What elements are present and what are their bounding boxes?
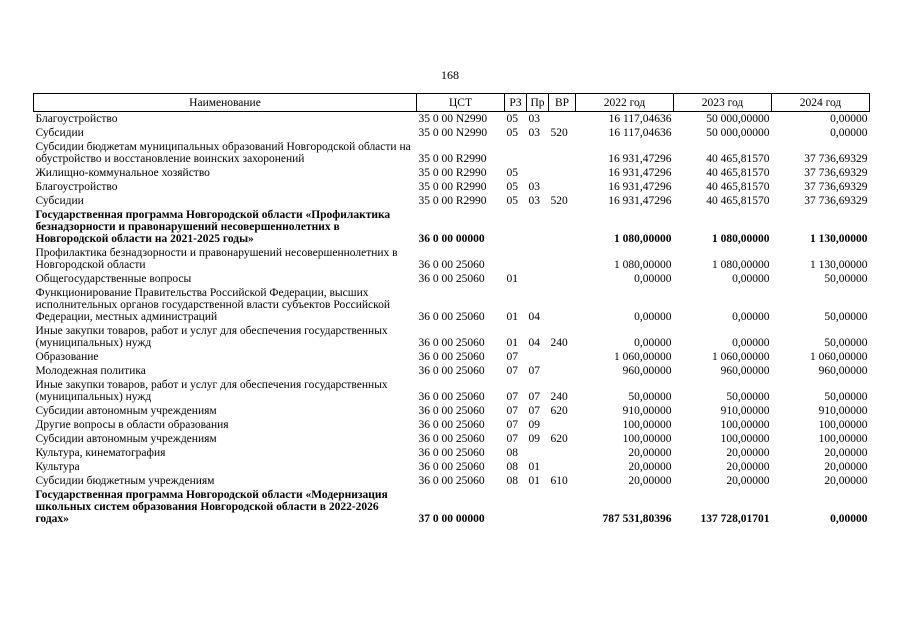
row-cst: 36 0 00 25060 [418, 391, 485, 403]
row-name: Общегосударственные вопросы [35, 273, 192, 285]
row-rz: 07 [506, 391, 518, 403]
row-pr [527, 246, 549, 272]
row-name: Государственная программа Новгородской области «Профилактика безнадзорности и правонарушений несовершеннолетних в Новгородской области на 2021-2025 годы» [35, 209, 391, 245]
row-2024: 50,00000 [824, 273, 868, 285]
row-2024: 37 736,69329 [804, 195, 868, 207]
row-name: Иные закупки товаров, работ и услуг для обеспечения государственных (муниципальных) нужд [35, 325, 388, 349]
table-row [34, 418, 870, 432]
row-2022: 0,00000 [634, 311, 672, 323]
row-vr [549, 418, 576, 432]
row-pr: 03 [528, 181, 540, 193]
row-2024: 100,00000 [818, 433, 868, 445]
row-2024: 0,00000 [830, 513, 868, 525]
row-rz: 07 [506, 351, 518, 363]
row-2023: 960,00000 [720, 365, 770, 377]
row-2023: 40 465,81570 [706, 195, 770, 207]
row-vr: 620 [550, 433, 568, 445]
row-2022: 910,00000 [622, 405, 672, 417]
row-name: Профилактика безнадзорности и правонарушений несовершеннолетних в Новгородской области [35, 247, 398, 271]
table-row [34, 350, 870, 364]
row-pr [527, 140, 549, 166]
table-row [34, 272, 870, 286]
table-row [34, 378, 870, 404]
row-cst: 36 0 00 25060 [418, 433, 485, 445]
row-2022: 16 931,47296 [608, 153, 672, 165]
row-vr [549, 140, 576, 166]
header-vr: ВР [549, 94, 576, 112]
row-2023: 0,00000 [732, 273, 770, 285]
row-rz: 05 [506, 195, 518, 207]
header-rz: РЗ [505, 94, 527, 112]
row-pr: 03 [528, 127, 540, 139]
row-rz: 07 [506, 365, 518, 377]
row-name: Благоустройство [35, 113, 118, 125]
row-2022: 20,00000 [628, 447, 672, 459]
row-vr: 240 [550, 337, 568, 349]
row-cst: 35 0 00 N2990 [418, 127, 488, 139]
row-2022: 1 060,00000 [614, 351, 672, 363]
row-2023: 50,00000 [726, 391, 770, 403]
row-2024: 37 736,69329 [804, 181, 868, 193]
row-vr [549, 350, 576, 364]
row-2022: 16 117,04636 [608, 113, 672, 125]
row-2022: 960,00000 [622, 365, 672, 377]
row-cst: 35 0 00 R2990 [418, 181, 487, 193]
row-cst: 36 0 00 25060 [418, 273, 485, 285]
row-2023: 20,00000 [726, 475, 770, 487]
table-header-row [34, 94, 870, 112]
header-cst: ЦСТ [417, 94, 505, 112]
row-2023: 40 465,81570 [706, 181, 770, 193]
row-2024: 20,00000 [824, 475, 868, 487]
row-cst: 36 0 00 25060 [418, 419, 485, 431]
row-name: Субсидии бюджетным учреждениям [35, 475, 215, 487]
row-pr: 03 [528, 113, 540, 125]
row-2023: 40 465,81570 [706, 167, 770, 179]
row-2023: 1 080,00000 [712, 259, 770, 271]
row-2022: 20,00000 [628, 475, 672, 487]
table-row [34, 460, 870, 474]
row-name: Иные закупки товаров, работ и услуг для обеспечения государственных (муниципальных) нужд [35, 379, 388, 403]
row-cst: 36 0 00 00000 [418, 233, 485, 245]
row-vr [549, 446, 576, 460]
row-vr: 240 [550, 391, 568, 403]
row-rz: 08 [506, 447, 518, 459]
row-2024: 0,00000 [830, 127, 868, 139]
row-name: Субсидии [35, 127, 84, 139]
row-2023: 20,00000 [726, 447, 770, 459]
row-name: Субсидии бюджетам муниципальных образований Новгородской области на обустройство и восстановление воинских захоронений [35, 141, 411, 165]
row-cst: 35 0 00 R2990 [418, 195, 487, 207]
table-body [34, 112, 870, 527]
row-2022: 20,00000 [628, 461, 672, 473]
row-rz [505, 488, 527, 526]
row-rz: 01 [506, 337, 518, 349]
table-row [34, 364, 870, 378]
row-2024: 20,00000 [824, 461, 868, 473]
row-vr [549, 208, 576, 246]
row-2023: 137 728,01701 [700, 513, 770, 525]
row-pr: 09 [528, 419, 540, 431]
row-2023: 910,00000 [720, 405, 770, 417]
row-pr: 09 [528, 433, 540, 445]
row-2023: 100,00000 [720, 419, 770, 431]
row-pr [527, 272, 549, 286]
row-name: Государственная программа Новгородской области «Модернизация школьных систем образования Новгородской области в 2022-2026 годах» [35, 489, 388, 525]
row-vr: 520 [550, 127, 568, 139]
row-name: Культура [35, 461, 80, 473]
row-cst: 36 0 00 25060 [418, 311, 485, 323]
row-name: Молодежная политика [35, 365, 146, 377]
header-2022: 2022 год [576, 94, 674, 112]
table-row [34, 324, 870, 350]
row-pr [527, 446, 549, 460]
row-cst: 36 0 00 25060 [418, 475, 485, 487]
row-pr [527, 350, 549, 364]
row-name: Благоустройство [35, 181, 118, 193]
row-vr [549, 460, 576, 474]
row-vr [549, 246, 576, 272]
row-2023: 40 465,81570 [706, 153, 770, 165]
row-cst: 36 0 00 25060 [418, 447, 485, 459]
row-pr: 03 [528, 195, 540, 207]
table-row [34, 166, 870, 180]
row-pr [527, 208, 549, 246]
row-rz: 08 [506, 475, 518, 487]
row-2023: 50 000,00000 [706, 127, 770, 139]
row-2023: 1 080,00000 [712, 233, 770, 245]
row-2022: 50,00000 [628, 391, 672, 403]
row-pr: 07 [528, 391, 540, 403]
row-rz: 05 [506, 181, 518, 193]
header-2024: 2024 год [772, 94, 870, 112]
row-rz: 07 [506, 405, 518, 417]
row-name: Культура, кинематография [35, 447, 166, 459]
row-name: Жилищно-коммунальное хозяйство [35, 167, 210, 179]
table-row [34, 488, 870, 526]
row-name: Другие вопросы в области образования [35, 419, 229, 431]
row-2023: 50 000,00000 [706, 113, 770, 125]
table-row [34, 208, 870, 246]
table-row [34, 194, 870, 208]
row-2023: 1 060,00000 [712, 351, 770, 363]
row-pr: 01 [528, 475, 540, 487]
row-vr: 610 [550, 475, 568, 487]
table-row [34, 432, 870, 446]
row-name: Субсидии автономным учреждениям [35, 433, 217, 445]
row-2024: 50,00000 [824, 391, 868, 403]
table-row [34, 474, 870, 488]
row-2024: 1 130,00000 [810, 259, 868, 271]
row-2023: 0,00000 [732, 337, 770, 349]
row-2024: 20,00000 [824, 447, 868, 459]
table-row [34, 112, 870, 127]
row-vr: 620 [550, 405, 568, 417]
table-row [34, 140, 870, 166]
row-cst: 35 0 00 R2990 [418, 167, 487, 179]
table-row [34, 404, 870, 418]
row-pr: 07 [528, 405, 540, 417]
row-rz: 07 [506, 419, 518, 431]
row-2022: 1 080,00000 [614, 259, 672, 271]
row-rz [505, 140, 527, 166]
row-2022: 16 931,47296 [608, 167, 672, 179]
row-2022: 1 080,00000 [614, 233, 672, 245]
header-name: Наименование [34, 94, 417, 112]
row-2023: 20,00000 [726, 461, 770, 473]
row-2023: 100,00000 [720, 433, 770, 445]
table-row [34, 246, 870, 272]
row-2024: 910,00000 [818, 405, 868, 417]
row-2022: 0,00000 [634, 273, 672, 285]
row-2024: 100,00000 [818, 419, 868, 431]
row-vr [549, 272, 576, 286]
row-cst: 36 0 00 25060 [418, 259, 485, 271]
row-2022: 16 117,04636 [608, 127, 672, 139]
header-2023: 2023 год [674, 94, 772, 112]
row-cst: 36 0 00 25060 [418, 365, 485, 377]
row-rz: 08 [506, 461, 518, 473]
row-rz: 05 [506, 113, 518, 125]
table-row [34, 286, 870, 324]
row-pr: 01 [528, 461, 540, 473]
row-2022: 0,00000 [634, 337, 672, 349]
table-row [34, 446, 870, 460]
row-vr [549, 286, 576, 324]
table-row [34, 126, 870, 140]
row-pr [527, 488, 549, 526]
row-rz: 05 [506, 167, 518, 179]
row-pr: 07 [528, 365, 540, 377]
row-2024: 37 736,69329 [804, 153, 868, 165]
row-2022: 787 531,80396 [602, 513, 672, 525]
row-2022: 100,00000 [622, 433, 672, 445]
row-cst: 36 0 00 25060 [418, 337, 485, 349]
row-2022: 16 931,47296 [608, 181, 672, 193]
row-vr [549, 112, 576, 127]
row-rz: 05 [506, 127, 518, 139]
row-2024: 37 736,69329 [804, 167, 868, 179]
row-cst: 35 0 00 R2990 [418, 153, 487, 165]
row-pr: 04 [528, 337, 540, 349]
row-2022: 100,00000 [622, 419, 672, 431]
row-cst: 36 0 00 25060 [418, 351, 485, 363]
row-rz: 07 [506, 433, 518, 445]
row-vr [549, 364, 576, 378]
row-2024: 50,00000 [824, 337, 868, 349]
budget-table [33, 93, 870, 526]
row-vr [549, 180, 576, 194]
row-2024: 960,00000 [818, 365, 868, 377]
row-rz [505, 208, 527, 246]
row-2023: 0,00000 [732, 311, 770, 323]
row-cst: 36 0 00 25060 [418, 405, 485, 417]
header-pr: Пр [527, 94, 549, 112]
row-pr [527, 166, 549, 180]
row-vr: 520 [550, 195, 568, 207]
row-name: Функционирование Правительства Российской Федерации, высших исполнительных органов государственной власти субъектов Российской Федерации, местных администраций [35, 287, 391, 323]
row-name: Субсидии [35, 195, 84, 207]
row-rz: 01 [506, 273, 518, 285]
row-vr [549, 488, 576, 526]
row-cst: 35 0 00 N2990 [418, 113, 488, 125]
row-rz: 01 [506, 311, 518, 323]
page-number: 168 [441, 68, 459, 82]
table-row [34, 180, 870, 194]
row-rz [505, 246, 527, 272]
row-cst: 36 0 00 25060 [418, 461, 485, 473]
row-2024: 50,00000 [824, 311, 868, 323]
row-2024: 1 060,00000 [810, 351, 868, 363]
row-name: Субсидии автономным учреждениям [35, 405, 217, 417]
row-2022: 16 931,47296 [608, 195, 672, 207]
row-2024: 1 130,00000 [810, 233, 868, 245]
row-name: Образование [35, 351, 99, 363]
row-pr: 04 [528, 311, 540, 323]
row-cst: 37 0 00 00000 [418, 513, 485, 525]
row-2024: 0,00000 [830, 113, 868, 125]
row-vr [549, 166, 576, 180]
